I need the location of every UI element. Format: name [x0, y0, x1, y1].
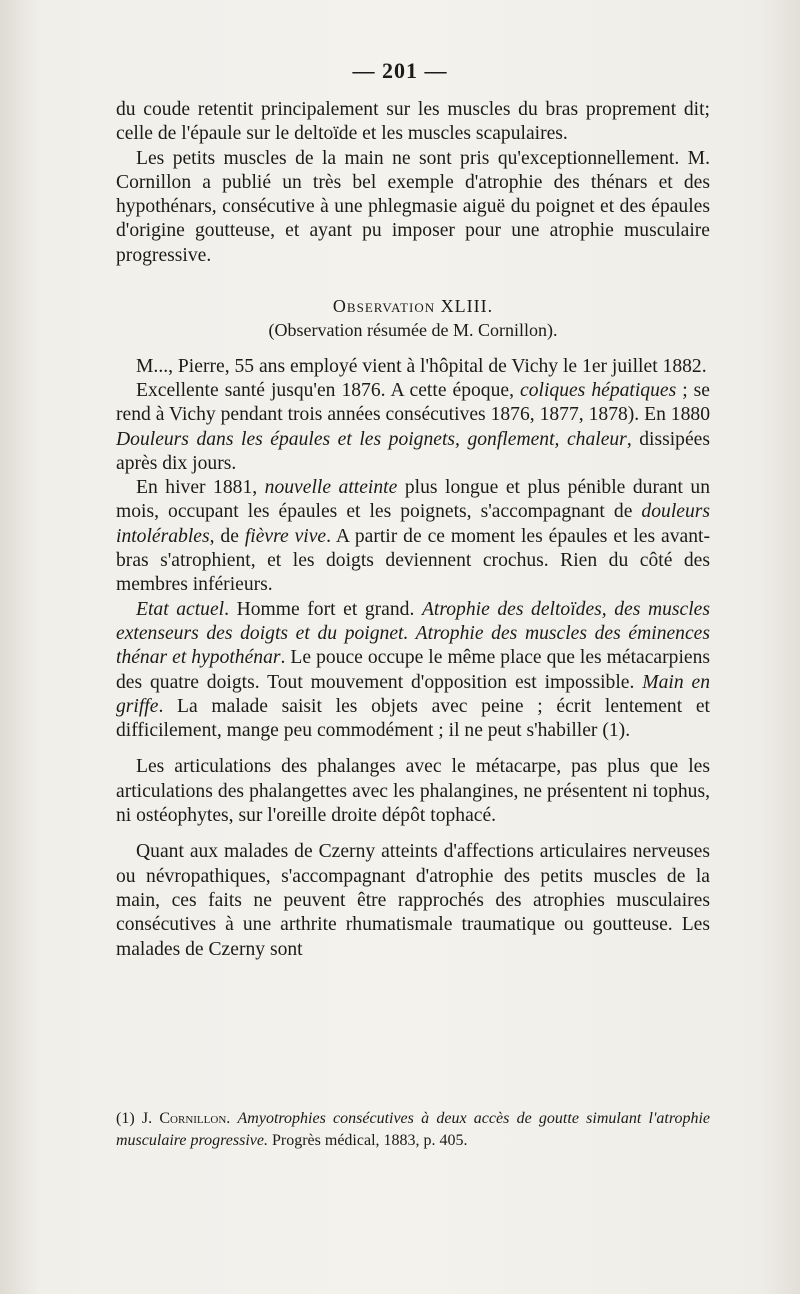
history-italic-2: Douleurs dans les épaules et les poignets, gonflement, chaleur: [116, 428, 627, 450]
paragraph-czerny: Quant aux malades de Czerny atteints d'affections articulaires nerveuses ou névropathiques, s'accompagnant d'atrophie des petits muscles de la main, ces faits ne peuvent être rapprochés des atrophies musculaires consécutives à une arthrite rhumatismale traumatique ou goutteuse. Les malades de Czerny sont: [116, 841, 710, 960]
winter-italic-3: fièvre vive: [244, 525, 327, 547]
footnote-author: Cornillon: [159, 1110, 227, 1127]
footnote-marker: (1) J.: [116, 1110, 160, 1127]
observation-current-state: [116, 598, 710, 744]
observation-history: [116, 379, 710, 476]
winter-text-2: plus longue et plus pénible durant un mois, occupant les épaules et les poignets, s'accompagnant de: [116, 477, 711, 523]
footnote-title: Amyotrophies consécutives à deux accès de goutte simulant l'atrophie musculaire progressive.: [116, 1110, 711, 1149]
state-italic-3: Main en griffe: [116, 671, 710, 717]
winter-text-1: En hiver 1881,: [136, 477, 265, 499]
state-text-2: . Le pouce occupe le même place que les métacarpiens des quatre doigts. Tout mouvement d'opposition est impossible.: [116, 647, 711, 693]
paragraph-hand-muscles: Les petits muscles de la main ne sont pris qu'exceptionnellement. M. Cornillon a publié un très bel exemple d'atrophie des thénars et des hypothénars, consécutive à une phlegmasie aiguë du poignet et des épaules d'origine goutteuse, et ayant pu imposer pour une atrophie musculaire progressive.: [116, 147, 710, 266]
state-italic-2: Atrophie des deltoïdes, des muscles extenseurs des doigts et du poignet. Atrophie des muscles des éminences thénar et hypothénar: [116, 598, 710, 669]
winter-text-4: . A partir de ce moment les épaules et les avant-bras s'atrophient, et les doigts deviennent crochus. Rien du côté des membres inférieurs.: [116, 525, 710, 596]
history-text-3: , dissipées après dix jours.: [116, 428, 710, 474]
winter-italic-1: nouvelle atteinte: [264, 477, 398, 499]
observation-subtitle: (Observation résumée de M. Cornillon).: [268, 320, 558, 341]
observation-title: Observation XLIII.: [332, 296, 494, 317]
history-italic-1: coliques hépatiques: [520, 379, 677, 401]
page-number: — 201 —: [352, 58, 448, 83]
body-text: [116, 98, 710, 962]
history-text-1: Excellente santé jusqu'en 1876. A cette époque,: [136, 379, 521, 401]
winter-italic-2: douleurs intolérables: [116, 501, 710, 547]
footnote-source: Progrès médical, 1883, p. 405.: [267, 1132, 468, 1149]
history-text-2: ; se rend à Vichy pendant trois années consécutives 1876, 1877, 1878). En 1880: [116, 379, 710, 426]
state-text-3: . La malade saisit les objets avec peine ; écrit lentement et difficilement, mange peu commodément ; il ne peut s'habiller (1).: [116, 695, 710, 742]
state-text-1: . Homme fort et grand.: [224, 598, 422, 620]
state-italic-1: Etat actuel: [136, 598, 225, 620]
observation-joints: Les articulations des phalanges avec le métacarpe, pas plus que les articulations des phalangettes avec les phalangines, ne présentent ni tophus, ni ostéophytes, sur l'oreille droite dépôt tophacé.: [116, 756, 710, 827]
observation-winter: [116, 476, 710, 597]
footnote: [116, 1108, 710, 1152]
observation-intro: M..., Pierre, 55 ans employé vient à l'hôpital de Vichy le 1er juillet 1882.: [136, 355, 707, 377]
winter-text-3: , de: [209, 525, 245, 547]
footnote-separator: .: [226, 1110, 238, 1127]
paragraph-elbow-shoulder: du coude retentit principalement sur les muscles du bras proprement dit; celle de l'épaule sur le deltoïde et les muscles scapulaires.: [116, 99, 710, 145]
